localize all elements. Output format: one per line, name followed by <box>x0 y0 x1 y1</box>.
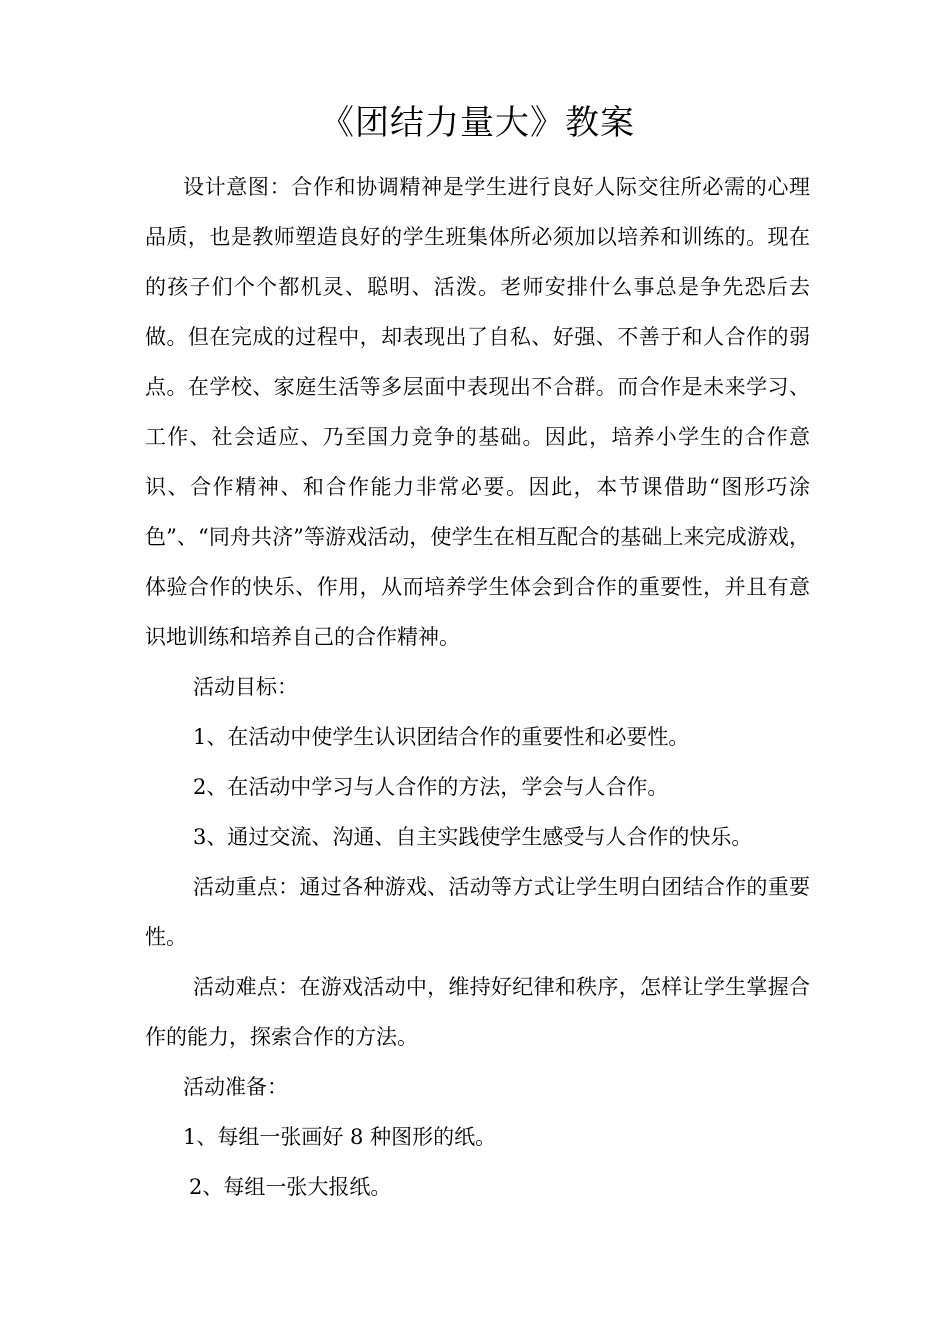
prep-item-2: 2、每组一张大报纸。 <box>189 1175 392 1199</box>
design-intent-paragraph: 设计意图：合作和协调精神是学生进行良好人际交往所必需的心理品质，也是教师塑造良好的学生班集体所必须加以培养和训练的。现在的孩子们个个都机灵、聪明、活泼。老师安排什么事总是争先恐后去做。但在完成的过程中，却表现出了自私、好强、不善于和人合作的弱点。在学校、家庭生活等多层面中表现出不合群。而合作是未来学习、工作、社会适应、乃至国力竞争的基础。因此，培养小学生的合作意识、合作精神、和合作能力非常必要。因此，本节课借助“图形巧涂色”、“同舟共济”等游戏活动，使学生在相互配合的基础上来完成游戏，体验合作的快乐、作用，从而培养学生体会到合作的重要性，并且有意识地训练和培养自己的合作精神。 <box>145 175 810 649</box>
goal-item-2: 2、在活动中学习与人合作的方法，学会与人合作。 <box>193 775 669 799</box>
document-title: 《团结力量大》教案 <box>320 103 635 143</box>
prep-item-1: 1、每组一张画好 8 种图形的纸。 <box>183 1125 497 1149</box>
goals-heading: 活动目标： <box>193 675 298 699</box>
key-point-paragraph: 活动重点：通过各种游戏、活动等方式让学生明白团结合作的重要性。 <box>145 875 810 949</box>
goal-item-1: 1、在活动中使学生认识团结合作的重要性和必要性。 <box>193 725 690 749</box>
prep-heading: 活动准备： <box>183 1075 288 1099</box>
document-page <box>145 98 810 1212</box>
goal-item-3: 3、通过交流、沟通、自主实践使学生感受与人合作的快乐。 <box>193 825 753 849</box>
difficulty-paragraph: 活动难点：在游戏活动中，维持好纪律和秩序，怎样让学生掌握合作的能力，探索合作的方法。 <box>145 975 810 1049</box>
